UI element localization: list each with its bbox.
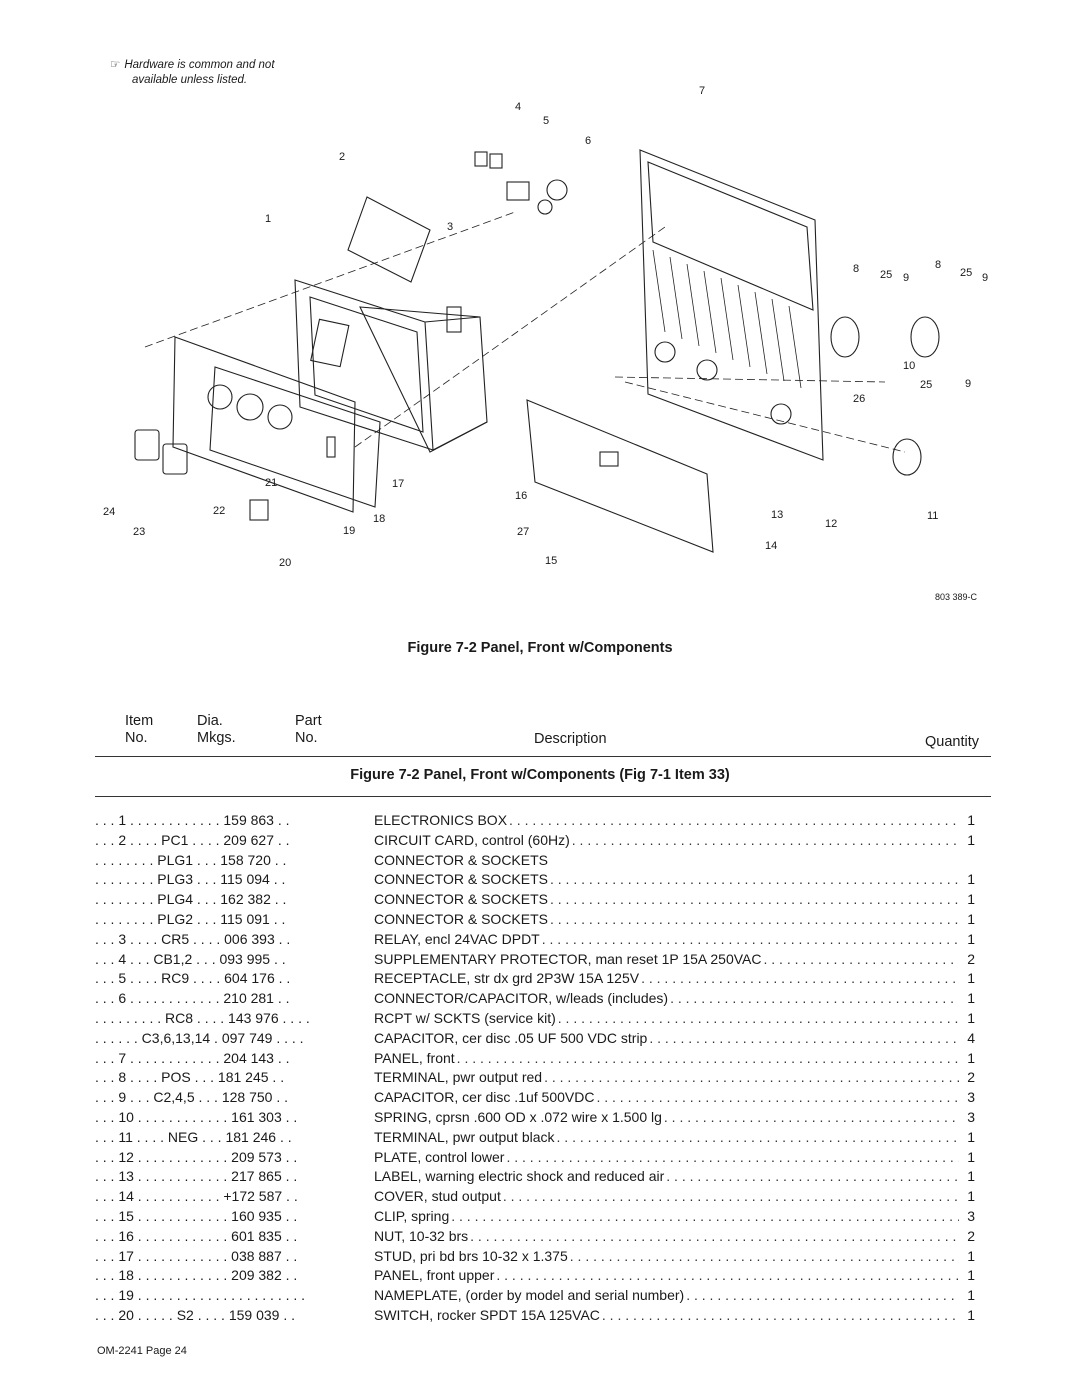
section-rule [95, 796, 991, 797]
part-quantity: 3 [967, 1108, 975, 1125]
part-quantity: 1 [967, 990, 975, 1007]
part-item-dia-part: . . . . . . . . . RC8 . . . . 143 976 . . . . [95, 1009, 310, 1026]
callout-12: 12 [825, 518, 838, 530]
part-description: PANEL, front [374, 1049, 455, 1066]
parts-row [95, 910, 975, 930]
callout-14: 14 [765, 540, 778, 552]
parts-row [95, 930, 975, 950]
callout-26: 26 [853, 393, 866, 405]
callout-8a: 8 [853, 263, 860, 275]
part-quantity: 1 [967, 1168, 975, 1185]
leader-dots [594, 1088, 959, 1108]
part-item-dia-part: . . . 6 . . . . . . . . . . . . 210 281 . . [95, 990, 290, 1007]
leader-dots [568, 1247, 959, 1267]
part-quantity: 3 [967, 1207, 975, 1224]
leader-dots [762, 950, 960, 970]
parts-row [95, 1187, 975, 1207]
part-item-dia-part: . . . . . . C3,6,13,14 . 097 749 . . . . [95, 1029, 304, 1046]
parts-row [95, 969, 975, 989]
part-quantity: 1 [967, 930, 975, 947]
part-item-dia-part: . . . . . . . . PLG4 . . . 162 382 . . [95, 891, 287, 908]
part-description: LABEL, warning electric shock and reduced air [374, 1168, 665, 1185]
part-description: CIRCUIT CARD, control (60Hz) [374, 831, 570, 848]
part-description: SUPPLEMENTARY PROTECTOR, man reset 1P 15A 250VAC [374, 950, 762, 967]
part-item-dia-part: . . . 16 . . . . . . . . . . . . 601 835 . . [95, 1227, 298, 1244]
part-item-dia-part: . . . 12 . . . . . . . . . . . . 209 573 . . [95, 1148, 298, 1165]
callout-25b: 25 [960, 267, 973, 279]
figure-caption: Figure 7-2 Panel, Front w/Components [407, 640, 673, 656]
leader-dots [639, 969, 959, 989]
part-item-dia-part: . . . 2 . . . . PC1 . . . . 209 627 . . [95, 831, 290, 848]
part-item-dia-part: . . . 3 . . . . CR5 . . . . 006 393 . . [95, 930, 291, 947]
parts-list [95, 811, 975, 1326]
pointing-hand-icon: ☞ [110, 59, 121, 71]
part-quantity: 1 [967, 1148, 975, 1165]
parts-row [95, 1049, 975, 1069]
callout-22: 22 [213, 505, 226, 517]
callout-10: 10 [903, 360, 916, 372]
part-quantity: 4 [967, 1029, 975, 1046]
part-description: CONNECTOR/CAPACITOR, w/leads (includes) [374, 990, 669, 1007]
part-description: CONNECTOR & SOCKETS [374, 910, 548, 927]
exploded-view-diagram [95, 82, 1005, 602]
leader-dots [600, 1306, 959, 1326]
part-quantity: 2 [967, 1069, 975, 1086]
part-item-dia-part: . . . 15 . . . . . . . . . . . . 160 935 . . [95, 1207, 298, 1224]
page-footer: OM-2241 Page 24 [97, 1345, 187, 1357]
callout-3: 3 [447, 221, 454, 233]
part-description: RCPT w/ SCKTS (service kit) [374, 1009, 556, 1026]
parts-row [95, 989, 975, 1009]
part-description: COVER, stud output [374, 1188, 501, 1205]
part-description: PANEL, front upper [374, 1267, 495, 1284]
leader-dots [556, 1009, 959, 1029]
parts-row [95, 870, 975, 890]
part-item-dia-part: . . . 9 . . . C2,4,5 . . . 128 750 . . [95, 1089, 288, 1106]
part-item-dia-part: . . . . . . . . PLG2 . . . 115 091 . . [95, 910, 286, 927]
part-item-dia-part: . . . . . . . . PLG1 . . . 158 720 . . [95, 851, 287, 868]
parts-row [95, 1207, 975, 1227]
callout-25a: 25 [880, 269, 893, 281]
callout-11: 11 [927, 510, 939, 522]
callout-7: 7 [699, 85, 706, 97]
part-description: SPRING, cprsn .600 OD x .072 wire x 1.500 lg [374, 1108, 662, 1125]
parts-row [95, 1167, 975, 1187]
part-quantity: 1 [967, 1188, 975, 1205]
parts-row [95, 1286, 975, 1306]
part-item-dia-part: . . . 20 . . . . . S2 . . . . 159 039 . . [95, 1306, 295, 1323]
callout-27: 27 [517, 526, 530, 538]
leader-dots [662, 1108, 959, 1128]
parts-row [95, 1128, 975, 1148]
leader-dots [548, 910, 959, 930]
parts-row [95, 811, 975, 831]
parts-row [95, 1009, 975, 1029]
part-item-dia-part: . . . 10 . . . . . . . . . . . . 161 303 . . [95, 1108, 298, 1125]
diagram-callouts [103, 85, 988, 569]
part-item-dia-part: . . . 17 . . . . . . . . . . . . 038 887 . . [95, 1247, 298, 1264]
leader-dots [507, 811, 959, 831]
part-description: CAPACITOR, cer disc .05 UF 500 VDC strip [374, 1029, 648, 1046]
part-item-dia-part: . . . 13 . . . . . . . . . . . . 217 865 . . [95, 1168, 298, 1185]
parts-row [95, 1148, 975, 1168]
part-item-dia-part: . . . 4 . . . CB1,2 . . . 093 995 . . [95, 950, 286, 967]
leader-dots [504, 1148, 959, 1168]
part-item-dia-part: . . . 19 . . . . . . . . . . . . . . . . . . . . . . [95, 1287, 306, 1304]
callout-16: 16 [515, 490, 528, 502]
part-description: TERMINAL, pwr output black [374, 1128, 555, 1145]
callout-8b: 8 [935, 259, 942, 271]
callout-1: 1 [265, 213, 272, 225]
callout-18: 18 [373, 513, 386, 525]
header-quantity: Quantity [925, 734, 979, 750]
callout-4: 4 [515, 101, 522, 113]
callout-9b: 9 [982, 272, 989, 284]
callout-9a: 9 [903, 272, 910, 284]
part-description: SWITCH, rocker SPDT 15A 125VAC [374, 1306, 600, 1323]
callout-17: 17 [392, 478, 405, 490]
part-quantity: 1 [967, 831, 975, 848]
parts-row [95, 831, 975, 851]
part-quantity: 1 [967, 1306, 975, 1323]
callout-15: 15 [545, 555, 558, 567]
part-quantity: 1 [967, 812, 975, 828]
leader-dots [647, 1029, 959, 1049]
part-description: PLATE, control lower [374, 1148, 505, 1165]
part-description: CLIP, spring [374, 1207, 450, 1224]
note-line-2: available unless listed. [132, 74, 248, 86]
leader-dots [684, 1286, 959, 1306]
leader-dots [542, 1068, 959, 1088]
leader-dots [494, 1266, 959, 1286]
note-line-1: Hardware is common and not [124, 59, 275, 71]
parts-row [95, 1088, 975, 1108]
callout-6: 6 [585, 135, 592, 147]
part-description: RECEPTACLE, str dx grd 2P3W 15A 125V [374, 970, 640, 987]
callout-24: 24 [103, 506, 116, 518]
part-description: RELAY, encl 24VAC DPDT [374, 930, 540, 947]
part-quantity: 1 [967, 1128, 975, 1145]
part-quantity [959, 851, 975, 871]
part-item-dia-part: . . . 14 . . . . . . . . . . . +172 587 . . [95, 1188, 298, 1205]
callout-23: 23 [133, 526, 146, 538]
callout-5: 5 [543, 115, 550, 127]
parts-row [95, 890, 975, 910]
parts-row [95, 1247, 975, 1267]
leader-dots [455, 1049, 959, 1069]
part-description: ELECTRONICS BOX [374, 812, 508, 828]
parts-row [95, 1068, 975, 1088]
part-quantity: 1 [967, 1247, 975, 1264]
header-dia: Dia. Mkgs. [197, 713, 236, 746]
header-description: Description [534, 731, 607, 747]
part-item-dia-part: . . . 18 . . . . . . . . . . . . 209 382 . . [95, 1267, 298, 1284]
leader-dots [668, 989, 959, 1009]
leader-dots [570, 831, 959, 851]
parts-row [95, 1108, 975, 1128]
part-item-dia-part: . . . 7 . . . . . . . . . . . . 204 143 . . [95, 1049, 290, 1066]
part-description: CONNECTOR & SOCKETS [374, 871, 548, 888]
part-quantity: 1 [967, 970, 975, 987]
part-quantity: 2 [967, 1227, 975, 1244]
part-item-dia-part: . . . 8 . . . . POS . . . 181 245 . . [95, 1069, 285, 1086]
part-quantity: 1 [967, 1267, 975, 1284]
part-description: CONNECTOR & SOCKETS [374, 851, 548, 868]
parts-row [95, 950, 975, 970]
callout-9c: 9 [965, 378, 972, 390]
leader-dots [540, 930, 959, 950]
part-description: CONNECTOR & SOCKETS [374, 891, 548, 908]
part-quantity: 1 [967, 1049, 975, 1066]
parts-row [95, 1266, 975, 1286]
part-description: TERMINAL, pwr output red [374, 1069, 543, 1086]
parts-row [95, 851, 975, 871]
leader-dots [548, 890, 959, 910]
leader-dots [449, 1207, 959, 1227]
part-item-dia-part: . . . 5 . . . . RC9 . . . . 604 176 . . [95, 970, 291, 987]
callout-25c: 25 [920, 379, 933, 391]
part-description: NAMEPLATE, (order by model and serial number) [374, 1287, 685, 1304]
header-rule [95, 756, 991, 757]
header-part: Part No. [295, 713, 322, 746]
callout-2: 2 [339, 151, 346, 163]
part-item-dia-part: . . . . . . . . PLG3 . . . 115 094 . . [95, 871, 286, 888]
part-quantity: 3 [967, 1089, 975, 1106]
part-quantity: 1 [967, 891, 975, 908]
part-quantity: 2 [967, 950, 975, 967]
leader-dots [664, 1167, 959, 1187]
leader-dots [468, 1227, 959, 1247]
callout-19: 19 [343, 525, 356, 537]
part-quantity: 1 [967, 871, 975, 888]
part-item-dia-part: . . . 11 . . . . NEG . . . 181 246 . . [95, 1128, 292, 1145]
parts-row [95, 1227, 975, 1247]
part-quantity: 1 [967, 1009, 975, 1026]
header-item: Item No. [125, 713, 154, 746]
leader-dots [555, 1128, 959, 1148]
callout-13: 13 [771, 509, 784, 521]
part-description: CAPACITOR, cer disc .1uf 500VDC [374, 1089, 595, 1106]
part-quantity: 1 [967, 1287, 975, 1304]
drawing-number: 803 389-C [935, 592, 978, 602]
callout-20: 20 [279, 557, 292, 569]
part-quantity: 1 [967, 910, 975, 927]
part-description: NUT, 10-32 brs [374, 1227, 469, 1244]
leader-dots [501, 1187, 959, 1207]
section-title: Figure 7-2 Panel, Front w/Components (Fig 7-1 Item 33) [350, 767, 730, 783]
parts-row [95, 1029, 975, 1049]
leader-dots [548, 870, 959, 890]
part-item-dia-part: . . . 1 . . . . . . . . . . . . 159 863 . . [95, 812, 290, 828]
parts-row [95, 1306, 975, 1326]
callout-21: 21 [265, 477, 278, 489]
part-description: STUD, pri bd brs 10-32 x 1.375 [374, 1247, 568, 1264]
